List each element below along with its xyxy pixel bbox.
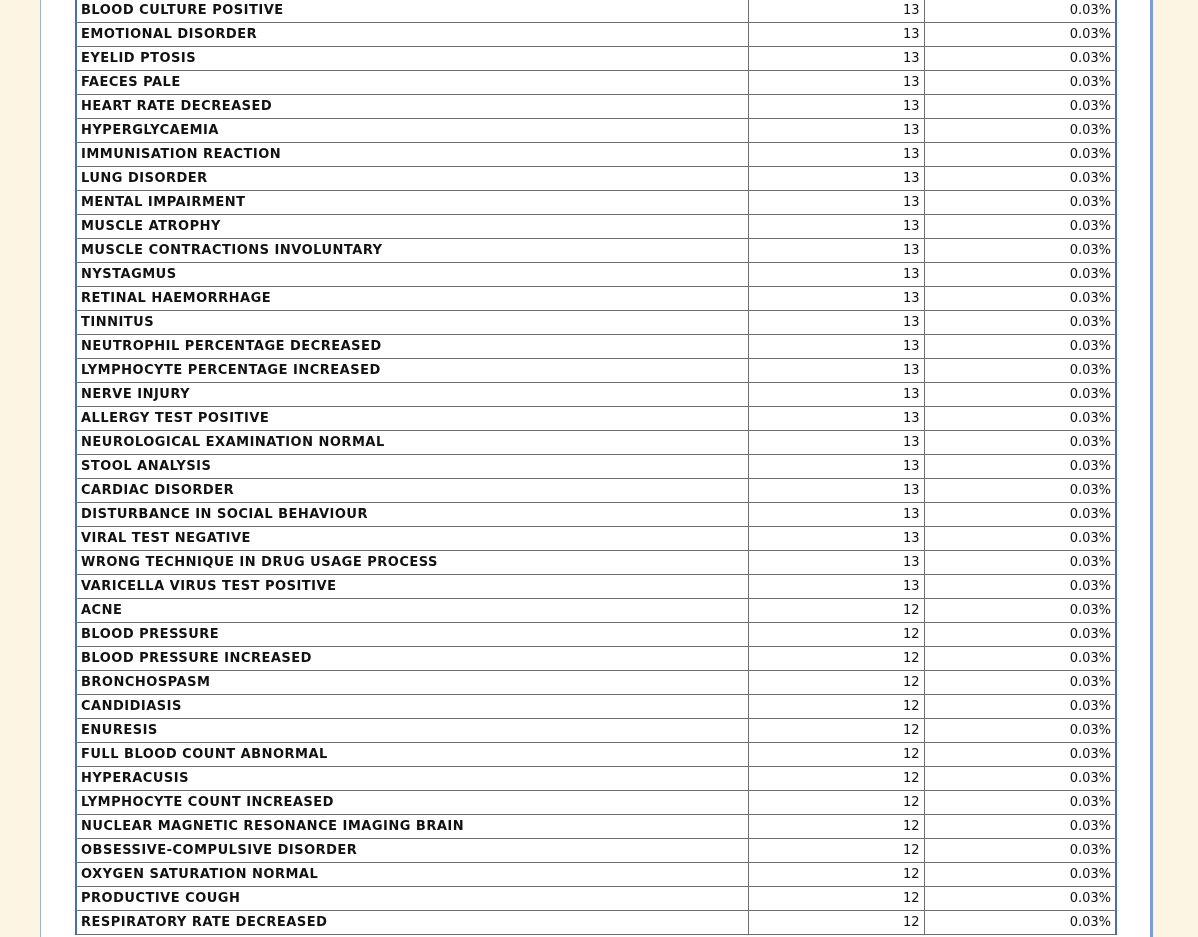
table-row (76, 23, 1116, 47)
reaction-name-cell: HEART RATE DECREASED (76, 95, 748, 119)
percentage-cell: 0.03% (924, 479, 1116, 503)
table-row (76, 0, 1116, 23)
table-row (76, 863, 1116, 887)
report-count-cell: 12 (748, 815, 924, 839)
report-count-cell: 13 (748, 527, 924, 551)
reaction-name-cell: CANDIDIASIS (76, 695, 748, 719)
report-count-cell: 13 (748, 479, 924, 503)
table-row (76, 95, 1116, 119)
report-count-cell: 13 (748, 47, 924, 71)
reaction-name-cell: OXYGEN SATURATION NORMAL (76, 863, 748, 887)
table-row (76, 335, 1116, 359)
percentage-cell: 0.03% (924, 407, 1116, 431)
reaction-name-cell: FAECES PALE (76, 71, 748, 95)
report-count-cell: 12 (748, 719, 924, 743)
adverse-events-table (75, 0, 1117, 935)
report-count-cell: 13 (748, 239, 924, 263)
report-count-cell: 13 (748, 95, 924, 119)
reaction-name-cell: BLOOD PRESSURE (76, 623, 748, 647)
table-row (76, 119, 1116, 143)
percentage-cell: 0.03% (924, 431, 1116, 455)
reaction-name-cell: LYMPHOCYTE COUNT INCREASED (76, 791, 748, 815)
reaction-name-cell: STOOL ANALYSIS (76, 455, 748, 479)
reaction-name-cell: FULL BLOOD COUNT ABNORMAL (76, 743, 748, 767)
reaction-name-cell: ALLERGY TEST POSITIVE (76, 407, 748, 431)
reaction-name-cell: OBSESSIVE-COMPULSIVE DISORDER (76, 839, 748, 863)
percentage-cell: 0.03% (924, 503, 1116, 527)
percentage-cell: 0.03% (924, 623, 1116, 647)
report-count-cell: 12 (748, 647, 924, 671)
report-count-cell: 13 (748, 287, 924, 311)
reaction-name-cell: WRONG TECHNIQUE IN DRUG USAGE PROCESS (76, 551, 748, 575)
reaction-name-cell: DISTURBANCE IN SOCIAL BEHAVIOUR (76, 503, 748, 527)
report-count-cell: 12 (748, 863, 924, 887)
report-count-cell: 13 (748, 503, 924, 527)
table-row (76, 839, 1116, 863)
table-row (76, 47, 1116, 71)
report-count-cell: 13 (748, 215, 924, 239)
table-row (76, 599, 1116, 623)
percentage-cell: 0.03% (924, 263, 1116, 287)
reaction-name-cell: NEUROLOGICAL EXAMINATION NORMAL (76, 431, 748, 455)
percentage-cell: 0.03% (924, 911, 1116, 935)
table-row (76, 455, 1116, 479)
percentage-cell: 0.03% (924, 215, 1116, 239)
percentage-cell: 0.03% (924, 239, 1116, 263)
table-row (76, 671, 1116, 695)
reaction-name-cell: NUCLEAR MAGNETIC RESONANCE IMAGING BRAIN (76, 815, 748, 839)
percentage-cell: 0.03% (924, 671, 1116, 695)
percentage-cell: 0.03% (924, 119, 1116, 143)
percentage-cell: 0.03% (924, 311, 1116, 335)
report-count-cell: 12 (748, 767, 924, 791)
percentage-cell: 0.03% (924, 335, 1116, 359)
table-row (76, 239, 1116, 263)
table-row (76, 791, 1116, 815)
reaction-name-cell: ENURESIS (76, 719, 748, 743)
percentage-cell: 0.03% (924, 863, 1116, 887)
report-count-cell: 13 (748, 575, 924, 599)
report-count-cell: 13 (748, 383, 924, 407)
percentage-cell: 0.03% (924, 743, 1116, 767)
table-row (76, 431, 1116, 455)
table-row (76, 311, 1116, 335)
report-count-cell: 12 (748, 743, 924, 767)
table-row (76, 167, 1116, 191)
adverse-events-table-wrapper (75, 0, 1117, 935)
table-row (76, 287, 1116, 311)
table-row (76, 623, 1116, 647)
report-count-cell: 13 (748, 71, 924, 95)
reaction-name-cell: ACNE (76, 599, 748, 623)
table-row (76, 263, 1116, 287)
report-count-cell: 12 (748, 695, 924, 719)
reaction-name-cell: MUSCLE ATROPHY (76, 215, 748, 239)
percentage-cell: 0.03% (924, 887, 1116, 911)
reaction-name-cell: RESPIRATORY RATE DECREASED (76, 911, 748, 935)
reaction-name-cell: LYMPHOCYTE PERCENTAGE INCREASED (76, 359, 748, 383)
table-row (76, 815, 1116, 839)
report-count-cell: 13 (748, 119, 924, 143)
table-row (76, 71, 1116, 95)
reaction-name-cell: BLOOD PRESSURE INCREASED (76, 647, 748, 671)
percentage-cell: 0.03% (924, 647, 1116, 671)
report-count-cell: 13 (748, 143, 924, 167)
report-count-cell: 13 (748, 359, 924, 383)
percentage-cell: 0.03% (924, 767, 1116, 791)
report-count-cell: 13 (748, 551, 924, 575)
percentage-cell: 0.03% (924, 191, 1116, 215)
report-count-cell: 13 (748, 311, 924, 335)
reaction-name-cell: HYPERACUSIS (76, 767, 748, 791)
table-row (76, 887, 1116, 911)
report-count-cell: 13 (748, 407, 924, 431)
reaction-name-cell: BLOOD CULTURE POSITIVE (76, 0, 748, 23)
table-row (76, 191, 1116, 215)
reaction-name-cell: NEUTROPHIL PERCENTAGE DECREASED (76, 335, 748, 359)
table-row (76, 527, 1116, 551)
reaction-name-cell: CARDIAC DISORDER (76, 479, 748, 503)
report-count-cell: 12 (748, 671, 924, 695)
reaction-name-cell: MUSCLE CONTRACTIONS INVOLUNTARY (76, 239, 748, 263)
reaction-name-cell: HYPERGLYCAEMIA (76, 119, 748, 143)
report-count-cell: 12 (748, 791, 924, 815)
report-count-cell: 13 (748, 431, 924, 455)
reaction-name-cell: BRONCHOSPASM (76, 671, 748, 695)
table-row (76, 551, 1116, 575)
reaction-name-cell: EYELID PTOSIS (76, 47, 748, 71)
report-count-cell: 12 (748, 839, 924, 863)
percentage-cell: 0.03% (924, 719, 1116, 743)
table-row (76, 479, 1116, 503)
table-row (76, 383, 1116, 407)
table-row (76, 575, 1116, 599)
table-row (76, 695, 1116, 719)
percentage-cell: 0.03% (924, 47, 1116, 71)
percentage-cell: 0.03% (924, 143, 1116, 167)
percentage-cell: 0.03% (924, 0, 1116, 23)
report-count-cell: 12 (748, 911, 924, 935)
percentage-cell: 0.03% (924, 839, 1116, 863)
report-count-cell: 12 (748, 887, 924, 911)
reaction-name-cell: IMMUNISATION REACTION (76, 143, 748, 167)
report-count-cell: 13 (748, 335, 924, 359)
reaction-name-cell: TINNITUS (76, 311, 748, 335)
report-count-cell: 13 (748, 167, 924, 191)
report-count-cell: 13 (748, 0, 924, 23)
reaction-name-cell: EMOTIONAL DISORDER (76, 23, 748, 47)
report-count-cell: 13 (748, 191, 924, 215)
reaction-name-cell: MENTAL IMPAIRMENT (76, 191, 748, 215)
percentage-cell: 0.03% (924, 527, 1116, 551)
table-row (76, 911, 1116, 935)
table-row (76, 215, 1116, 239)
percentage-cell: 0.03% (924, 455, 1116, 479)
percentage-cell: 0.03% (924, 575, 1116, 599)
table-row (76, 743, 1116, 767)
percentage-cell: 0.03% (924, 359, 1116, 383)
report-count-cell: 13 (748, 263, 924, 287)
table-row (76, 647, 1116, 671)
report-count-cell: 13 (748, 455, 924, 479)
report-count-cell: 12 (748, 623, 924, 647)
table-row (76, 359, 1116, 383)
table-row (76, 407, 1116, 431)
percentage-cell: 0.03% (924, 167, 1116, 191)
table-row (76, 767, 1116, 791)
reaction-name-cell: NYSTAGMUS (76, 263, 748, 287)
table-row (76, 143, 1116, 167)
reaction-name-cell: VIRAL TEST NEGATIVE (76, 527, 748, 551)
percentage-cell: 0.03% (924, 287, 1116, 311)
reaction-name-cell: PRODUCTIVE COUGH (76, 887, 748, 911)
table-body (76, 0, 1116, 935)
percentage-cell: 0.03% (924, 599, 1116, 623)
reaction-name-cell: VARICELLA VIRUS TEST POSITIVE (76, 575, 748, 599)
percentage-cell: 0.03% (924, 551, 1116, 575)
percentage-cell: 0.03% (924, 95, 1116, 119)
percentage-cell: 0.03% (924, 815, 1116, 839)
percentage-cell: 0.03% (924, 791, 1116, 815)
reaction-name-cell: LUNG DISORDER (76, 167, 748, 191)
table-row (76, 503, 1116, 527)
reaction-name-cell: NERVE INJURY (76, 383, 748, 407)
percentage-cell: 0.03% (924, 71, 1116, 95)
percentage-cell: 0.03% (924, 383, 1116, 407)
reaction-name-cell: RETINAL HAEMORRHAGE (76, 287, 748, 311)
report-count-cell: 13 (748, 23, 924, 47)
report-count-cell: 12 (748, 599, 924, 623)
percentage-cell: 0.03% (924, 23, 1116, 47)
percentage-cell: 0.03% (924, 695, 1116, 719)
table-row (76, 719, 1116, 743)
